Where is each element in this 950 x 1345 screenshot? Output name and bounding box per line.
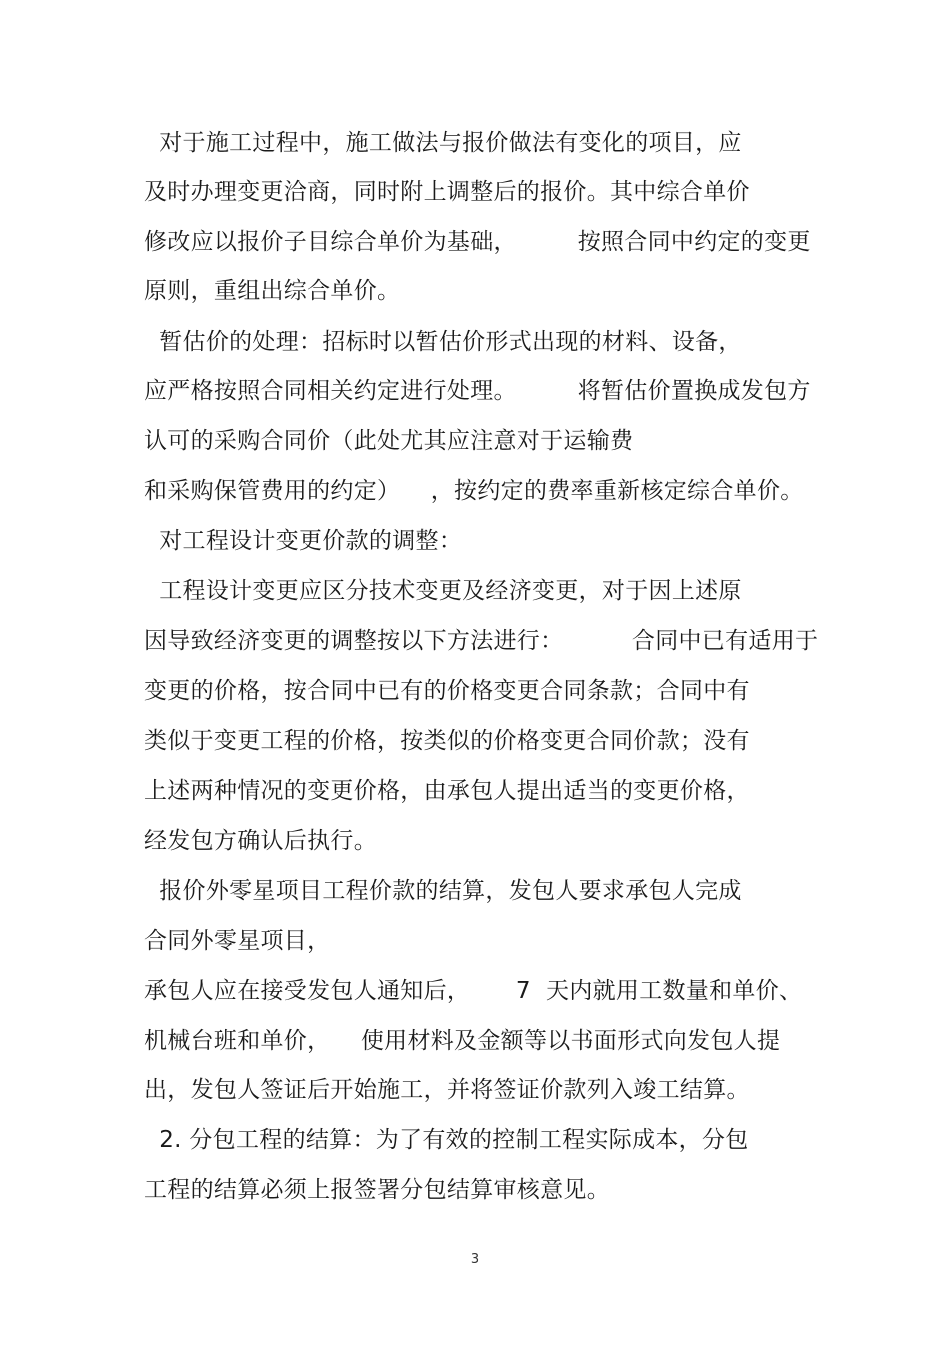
- body-text-line: 暂估价的处理：招标时以暂估价形式出现的材料、设备，: [144, 329, 742, 355]
- body-text-line: 机械台班和单价， 使用材料及金额等以书面形式向发包人提: [144, 1028, 781, 1054]
- body-text-line: 出，发包人签证后开始施工，并将签证价款列入竣工结算。: [144, 1077, 750, 1103]
- page-number: 3: [470, 1252, 480, 1267]
- body-text-line: 工程设计变更应区分技术变更及经济变更，对于因上述原: [144, 578, 742, 604]
- body-text-line: 承包人应在接受发包人通知后， 7 天内就用工数量和单价、: [144, 978, 803, 1004]
- body-text-line: 工程的结算必须上报签署分包结算审核意见。: [144, 1177, 610, 1203]
- body-text-line: 因导致经济变更的调整按以下方法进行： 合同中已有适用于: [144, 628, 819, 654]
- body-text-line: 对于施工过程中，施工做法与报价做法有变化的项目，应: [144, 130, 742, 156]
- body-text-line: 应严格按照合同相关约定进行处理。 将暂估价置换成发包方: [144, 378, 811, 404]
- body-text-line: 2. 分包工程的结算：为了有效的控制工程实际成本，分包: [144, 1127, 749, 1153]
- body-text-line: 报价外零星项目工程价款的结算，发包人要求承包人完成: [144, 878, 742, 904]
- body-text-line: 上述两种情况的变更价格，由承包人提出适当的变更价格，: [144, 778, 750, 804]
- body-text-line: 合同外零星项目，: [144, 928, 331, 954]
- body-text-line: 变更的价格，按合同中已有的价格变更合同条款；合同中有: [144, 678, 750, 704]
- body-text-line: 原则，重组出综合单价。: [144, 278, 401, 304]
- body-text-line: 修改应以报价子目综合单价为基础， 按照合同中约定的变更: [144, 229, 811, 255]
- body-text-line: 和采购保管费用的约定） ，按约定的费率重新核定综合单价。: [144, 478, 804, 504]
- body-text-line: 及时办理变更洽商，同时附上调整后的报价。其中综合单价: [144, 179, 750, 205]
- body-text-line: 类似于变更工程的价格，按类似的价格变更合同价款；没有: [144, 728, 750, 754]
- body-text-line: 认可的采购合同价（此处尤其应注意对于运输费: [144, 428, 634, 454]
- body-text-line: 对工程设计变更价款的调整：: [144, 528, 463, 554]
- body-text-line: 经发包方确认后执行。: [144, 828, 377, 854]
